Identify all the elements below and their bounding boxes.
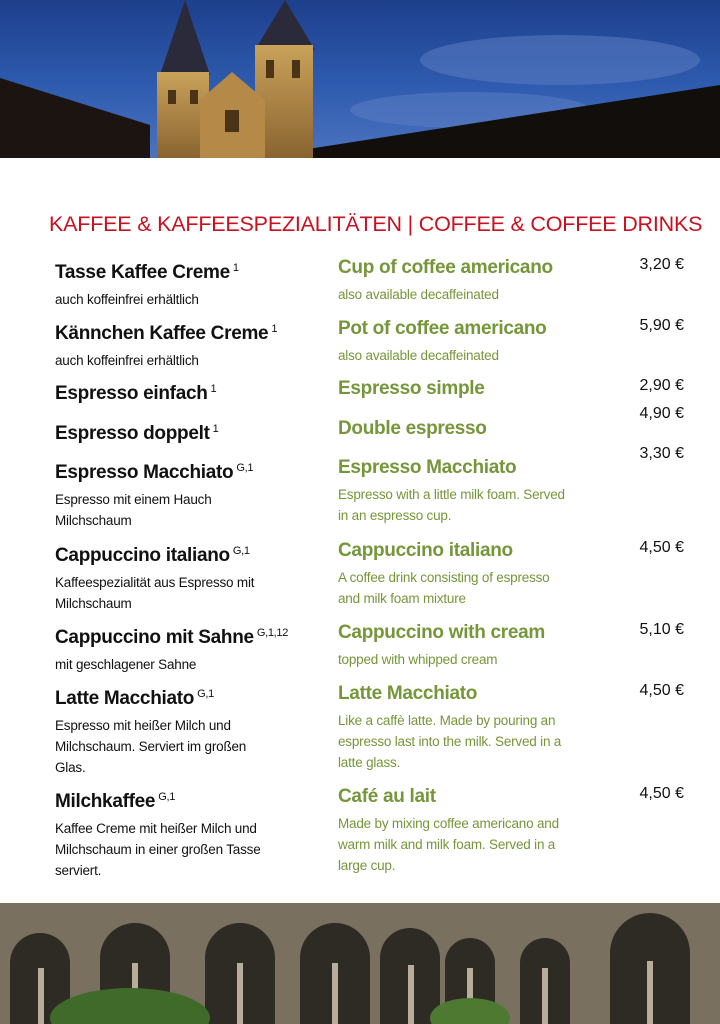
english-description xyxy=(338,813,618,876)
english-description xyxy=(338,484,618,526)
german-entry xyxy=(55,377,330,406)
english-name: Cappuccino italiano xyxy=(338,540,513,561)
allergen-note: 1 xyxy=(210,383,217,395)
english-name: Espresso Macchiato xyxy=(338,457,517,478)
allergen-note: G,1,12 xyxy=(256,627,289,639)
description-line: warm milk and milk foam. Served in a xyxy=(338,837,556,852)
english-name: Cappuccino with cream xyxy=(338,622,545,643)
english-entry xyxy=(338,417,618,441)
description-line: also available decaffeinated xyxy=(338,287,499,302)
english-entry xyxy=(338,317,618,366)
english-name: Espresso simple xyxy=(338,378,485,399)
description-line: and milk foam mixture xyxy=(338,591,466,606)
german-name: Cappuccino mit Sahne $^{G,1,12}$ xyxy=(55,627,289,648)
english-entry xyxy=(338,377,618,401)
header-photo-church xyxy=(0,0,720,158)
description-line: in an espresso cup. xyxy=(338,508,452,523)
german-name: Kännchen Kaffee Creme $^1$ xyxy=(55,323,278,344)
description-line: Glas. xyxy=(55,760,86,775)
description-line: espresso last into the milk. Served in a xyxy=(338,734,562,749)
description-line: latte glass. xyxy=(338,755,401,770)
price: 5,10 € xyxy=(639,621,684,638)
description-line: Espresso mit einem Hauch xyxy=(55,492,212,507)
english-entry xyxy=(338,785,618,876)
allergen-note: 1 xyxy=(271,323,278,335)
german-name: Espresso Macchiato $^{G,1}$ xyxy=(55,462,254,483)
german-entry xyxy=(55,456,330,531)
price: 4,90 € xyxy=(639,405,684,422)
german-entry xyxy=(55,621,330,675)
german-entry xyxy=(55,785,330,881)
description-line: topped with whipped cream xyxy=(338,652,498,667)
english-entry xyxy=(338,539,618,609)
price: 2,90 € xyxy=(639,377,684,394)
german-description xyxy=(55,572,330,614)
english-entry xyxy=(338,682,618,773)
english-entry xyxy=(338,456,618,526)
english-entry xyxy=(338,621,618,670)
german-name: Espresso einfach $^1$ xyxy=(55,383,217,404)
price: 3,20 € xyxy=(639,256,684,273)
allergen-note: G,1 xyxy=(232,545,250,557)
description-line: large cup. xyxy=(338,858,396,873)
description-line: mit geschlagener Sahne xyxy=(55,657,197,672)
english-description xyxy=(338,567,618,609)
german-name: Espresso doppelt $^1$ xyxy=(55,423,219,444)
english-description xyxy=(338,345,618,366)
price: 4,50 € xyxy=(639,539,684,556)
description-line: auch koffeinfrei erhältlich xyxy=(55,292,199,307)
description-line: Made by mixing coffee americano and xyxy=(338,816,559,831)
german-description xyxy=(55,654,330,675)
german-name: Milchkaffee $^{G,1}$ xyxy=(55,791,176,812)
description-line: Milchschaum xyxy=(55,596,132,611)
english-name: Double espresso xyxy=(338,418,487,439)
allergen-note: G,1 xyxy=(158,791,176,803)
price: 4,50 € xyxy=(639,682,684,699)
allergen-note: 1 xyxy=(232,262,239,274)
description-line: A coffee drink consisting of espresso xyxy=(338,570,550,585)
english-description xyxy=(338,710,618,773)
english-name: Latte Macchiato xyxy=(338,683,478,704)
german-entry xyxy=(55,256,330,310)
footer-photo-cloister xyxy=(0,903,720,1024)
price: 4,50 € xyxy=(639,785,684,802)
price: 5,90 € xyxy=(639,317,684,334)
english-name: Café au lait xyxy=(338,786,436,807)
description-line: Espresso with a little milk foam. Served xyxy=(338,487,565,502)
description-line: Milchschaum xyxy=(55,513,132,528)
german-entry xyxy=(55,539,330,614)
german-description xyxy=(55,818,330,881)
german-entry xyxy=(55,682,330,778)
english-description xyxy=(338,649,618,670)
description-line: serviert. xyxy=(55,863,102,878)
german-name: Cappuccino italiano $^{G,1}$ xyxy=(55,545,250,566)
description-line: Milchschaum in einer großen Tasse xyxy=(55,842,261,857)
german-name: Tasse Kaffee Creme $^1$ xyxy=(55,262,239,283)
description-line: Espresso mit heißer Milch und xyxy=(55,718,231,733)
description-line: Milchschaum. Serviert im großen xyxy=(55,739,247,754)
english-name: Pot of coffee americano xyxy=(338,318,547,339)
german-name: Latte Macchiato $^{G,1}$ xyxy=(55,688,214,709)
english-name: Cup of coffee americano xyxy=(338,257,553,278)
allergen-note: 1 xyxy=(212,423,219,435)
english-entry xyxy=(338,256,618,305)
description-line: also available decaffeinated xyxy=(338,348,499,363)
german-description xyxy=(55,289,330,310)
german-description xyxy=(55,350,330,371)
description-line: Kaffee Creme mit heißer Milch und xyxy=(55,821,257,836)
section-title: KAFFEE & KAFFEESPEZIALITÄTEN | COFFEE & COFFEE DRINKS xyxy=(49,212,703,236)
description-line: Kaffeespezialität aus Espresso mit xyxy=(55,575,255,590)
price: 3,30 € xyxy=(639,445,684,462)
german-entry xyxy=(55,417,330,446)
german-description xyxy=(55,715,330,778)
description-line: auch koffeinfrei erhältlich xyxy=(55,353,199,368)
german-description xyxy=(55,489,330,531)
allergen-note: G,1 xyxy=(236,462,254,474)
description-line: Like a caffè latte. Made by pouring an xyxy=(338,713,556,728)
german-entry xyxy=(55,317,330,371)
english-description xyxy=(338,284,618,305)
allergen-note: G,1 xyxy=(197,688,214,700)
